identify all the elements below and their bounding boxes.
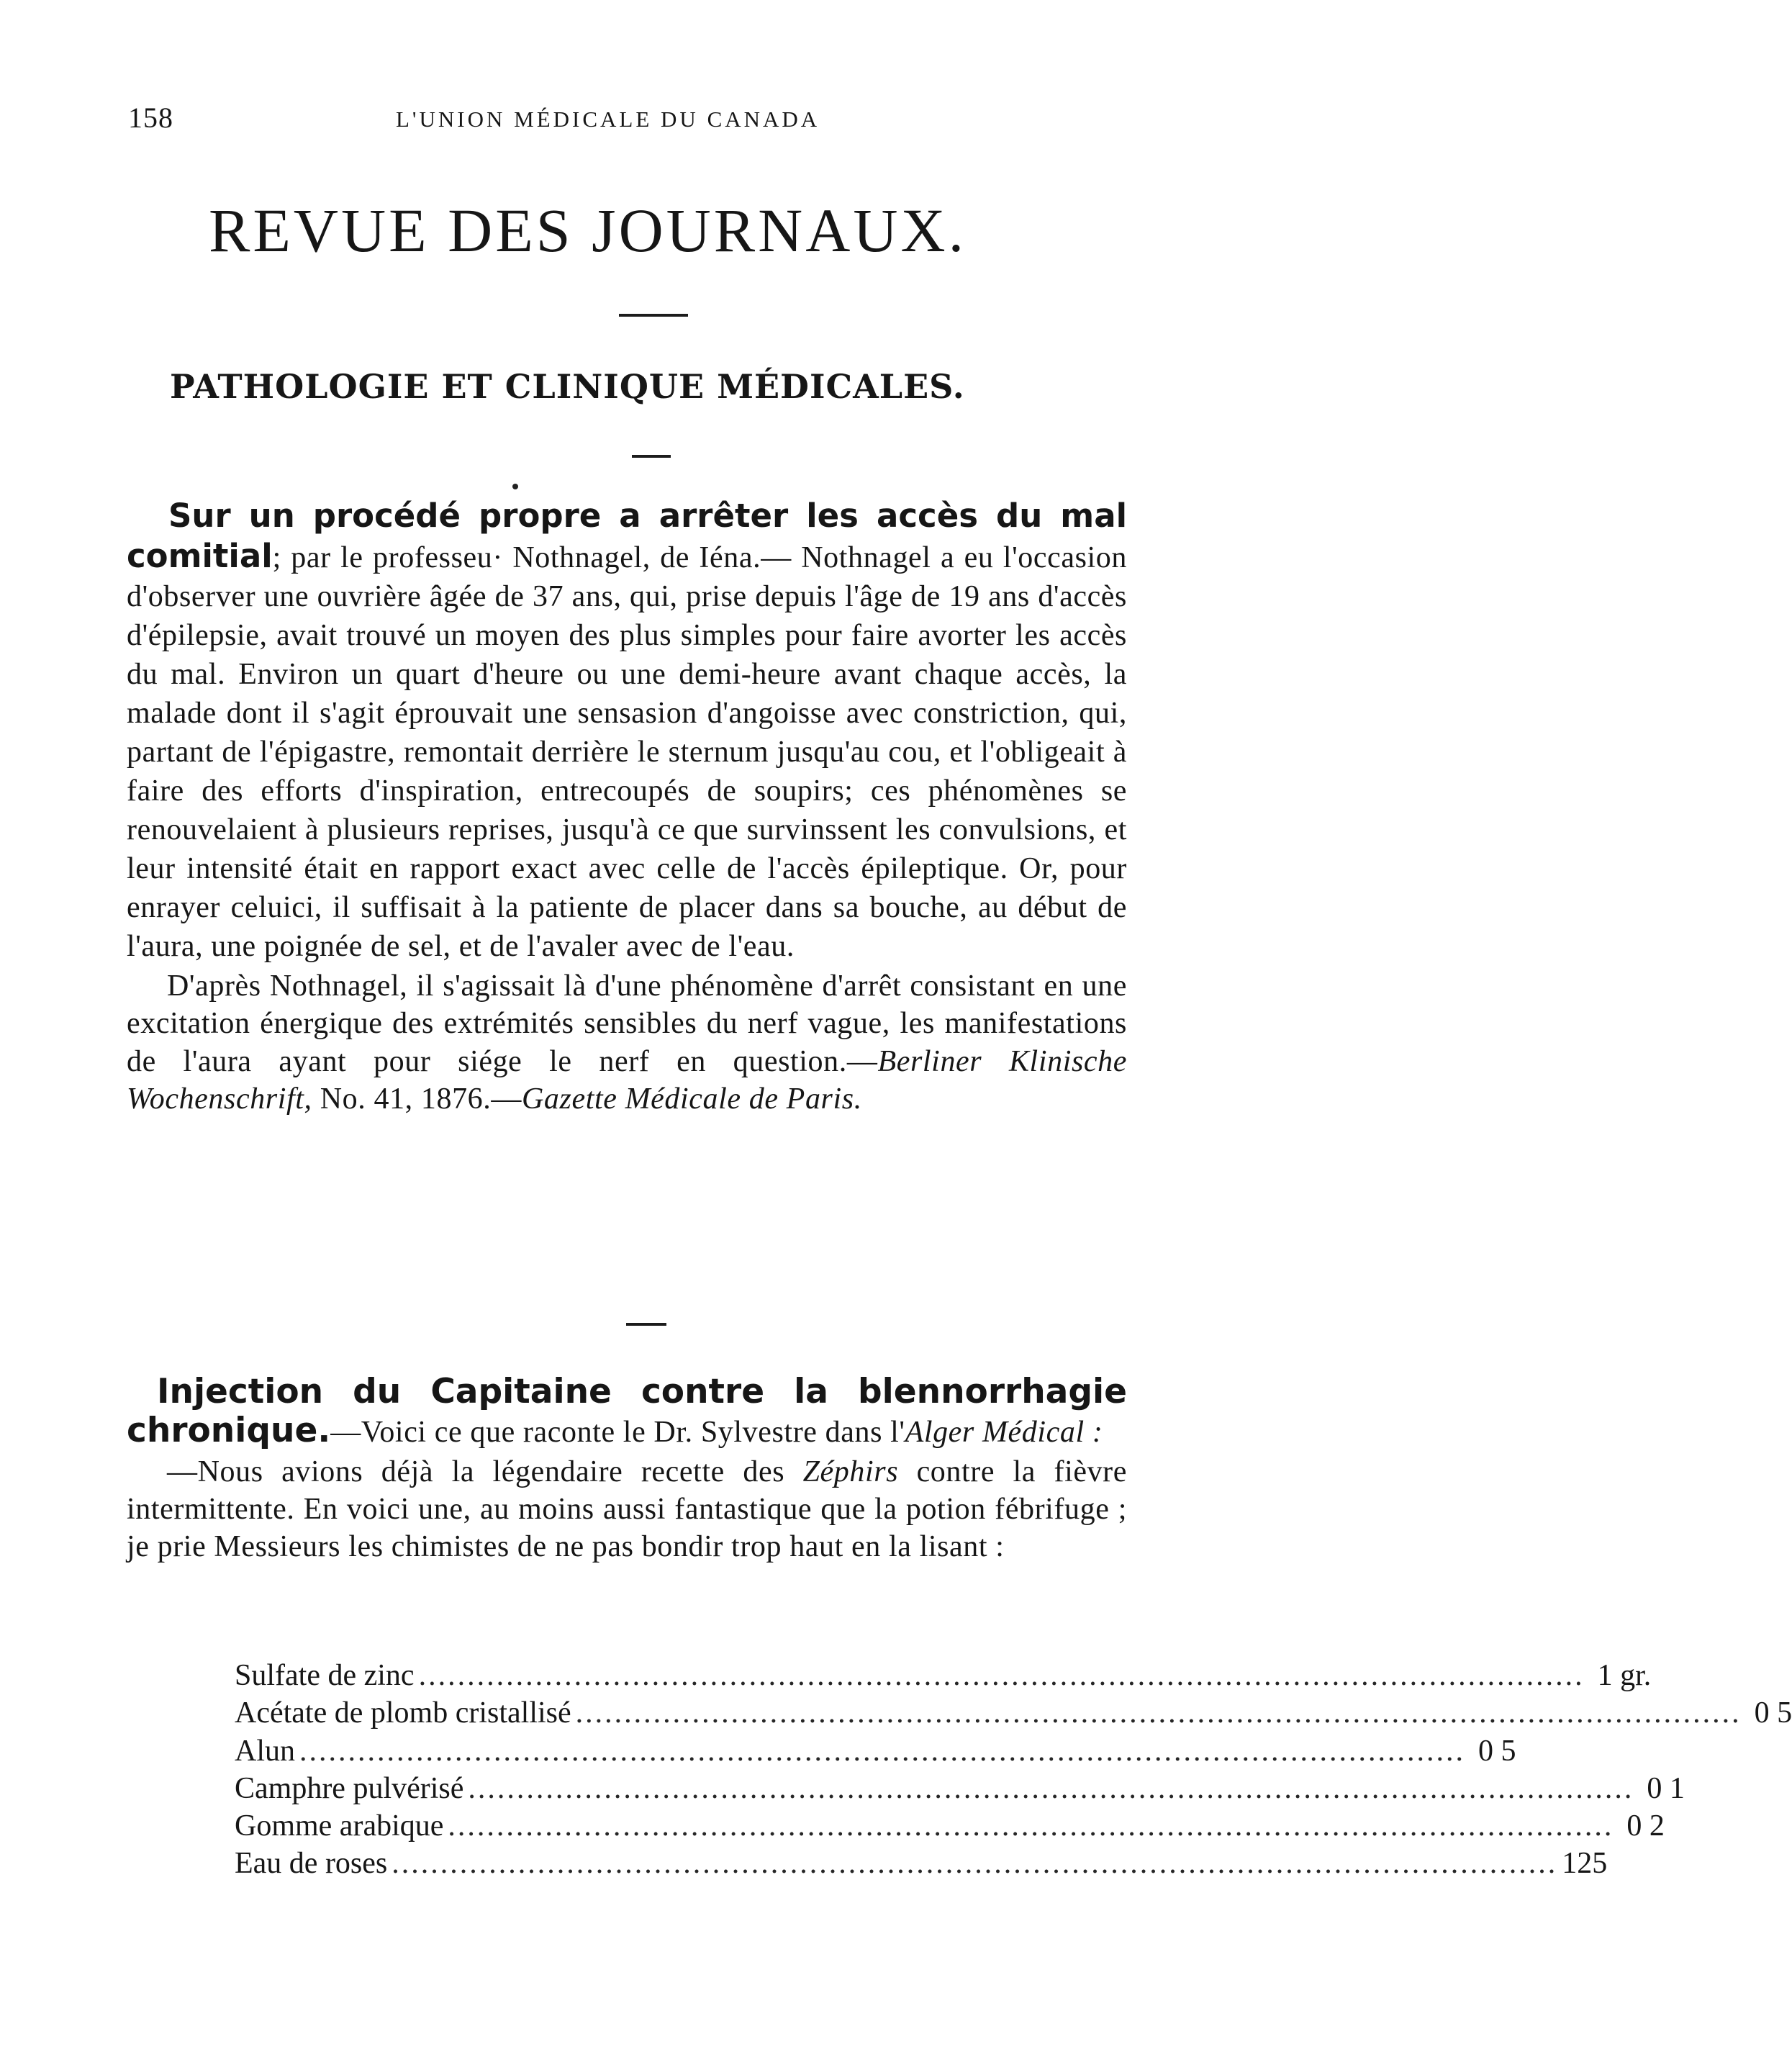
ingredient-amount: 0 5 (1478, 1734, 1516, 1768)
article-divider (626, 1323, 666, 1326)
article-paragraph (127, 1453, 1127, 1566)
ingredient-name: Gomme arabique (235, 1809, 444, 1843)
dot-leader: ........................................................................................................................ (299, 1734, 1465, 1768)
page-number: 158 (128, 101, 173, 134)
article-body: D'après Nothnagel, il s'agissait là d'une phénomène d'arrêt consistant en une excitation énergique des extrémités sensibles du nerf vague, les manifestations de l'aura ayant pour siége le nerf en question.— (127, 969, 1127, 1078)
italic-term: Zéphirs (802, 1455, 899, 1488)
journal-title: L'UNION MÉDICALE DU CANADA (396, 107, 820, 132)
dot-leader: ........................................................................................................................ (448, 1809, 1614, 1843)
dot-leader: ........................................................................................................................ (392, 1847, 1558, 1881)
dot-leader: ........................................................................................................................ (575, 1696, 1742, 1730)
ingredient-amount: 125 (1562, 1847, 1608, 1881)
article-paragraph (127, 967, 1127, 1118)
recipe-row (235, 1694, 1792, 1732)
article-body: contre la fièvre intermittente. En voici une, au moins aussi fantastique que la potion fébrifuge ; je prie Messieurs les chimistes de ne pas bondir trop haut en la lisant : (127, 1455, 1128, 1564)
article-paragraph (127, 1373, 1127, 1452)
article-body: —Nous avions déjà la légendaire recette des (167, 1455, 803, 1488)
recipe-list (235, 1657, 1792, 1883)
article-body: ; par le professeu· Nothnagel, de Iéna.— Nothnagel a eu l'occasion d'observer une ouvrière âgée de 37 ans, qui, prise depuis l'âge de 19 ans d'accès d'épilepsie, avait trouvé un moyen des plus simples pour faire avorter les accès du mal. Environ un quart d'heure ou une demi-heure avant chaque accès, la malade dont il s'agit éprouvait une sensasion d'angoisse avec constriction, qui, partant de l'épigastre, remontait derrière le sternum jusqu'au cou, et l'obligeait à faire des efforts d'inspiration, entrecoupés de soupirs; ces phénomènes se renouvelaient à plusieurs reprises, jusqu'à ce que survinssent les convulsions, et leur intensité était en rapport exact avec celle de l'accès épileptique. Or, pour enrayer celuici, il suffisait à la patiente de placer dans sa bouche, au début de l'aura, une poignée de sel, et de l'avaler avec de l'eau. (127, 541, 1127, 963)
journal-reference: Alger Médical : (905, 1416, 1103, 1450)
recipe-row (235, 1657, 1652, 1694)
ingredient-name: Acétate de plomb cristallisé (235, 1696, 571, 1730)
running-header (128, 101, 992, 137)
source-citation: Berliner Klinische Wochenschrift, (127, 1044, 1127, 1116)
recipe-row (235, 1807, 1665, 1845)
subsection-title: PATHOLOGIE ET CLINIQUE MÉDICALES. (170, 367, 965, 406)
recipe-row (235, 1732, 1516, 1770)
ingredient-name: Alun (235, 1734, 295, 1768)
section-divider (619, 314, 688, 317)
article-paragraph (127, 497, 1127, 966)
source-issue: No. 41, 1876.— (312, 1082, 522, 1116)
recipe-row (235, 1770, 1685, 1807)
dot-leader: ........................................................................................................................ (418, 1659, 1585, 1692)
article-epilepsy (127, 497, 1127, 1118)
dot-leader: ........................................................................................................................ (468, 1771, 1634, 1805)
article-heading: Sur un procédé propre a arrêter les accès du mal comitial (127, 497, 1127, 575)
section-title: REVUE DES JOURNAUX. (209, 196, 967, 265)
ingredient-amount: 0 1 (1647, 1771, 1685, 1805)
ingredient-amount: 1 gr. (1597, 1659, 1652, 1692)
ingredient-name: Camphre pulvérisé (235, 1771, 464, 1805)
recipe-row (235, 1845, 1608, 1882)
subsection-divider (632, 455, 671, 458)
article-body: —Voici ce que raconte le Dr. Sylvestre dans l' (330, 1416, 905, 1450)
article-injection (127, 1373, 1127, 1565)
source-citation: Gazette Médicale de Paris. (522, 1082, 862, 1116)
article-heading: Injection du Capitaine contre la blennorrhagie chronique. (127, 1372, 1127, 1451)
ingredient-name: Eau de roses (235, 1847, 388, 1881)
ingredient-amount: 0 5 (1754, 1696, 1792, 1730)
ornament-dot (512, 484, 518, 489)
ingredient-name: Sulfate de zinc (235, 1659, 415, 1692)
ingredient-amount: 0 2 (1626, 1809, 1665, 1843)
